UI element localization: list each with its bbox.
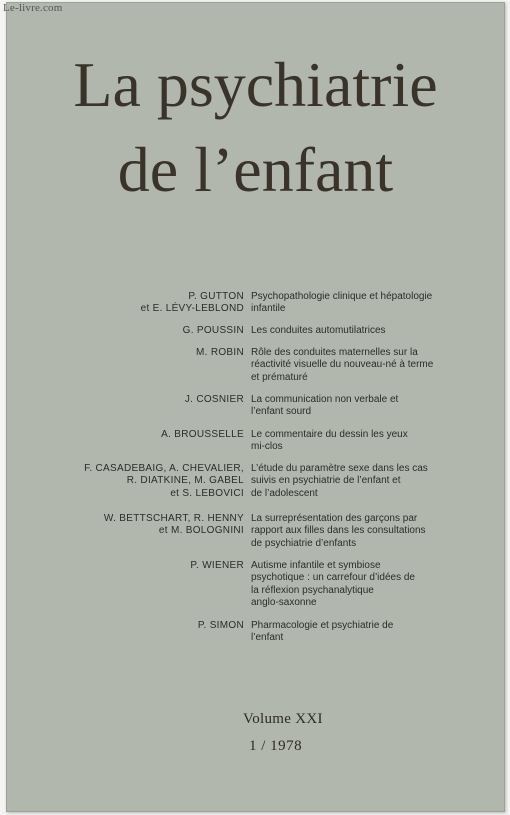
book-cover: [6, 2, 505, 812]
toc-authors: [24, 463, 244, 500]
article-title-line: réactivité visuelle du nouveau-né à terme: [251, 359, 434, 371]
toc-article-title: [251, 429, 466, 454]
article-title-line: de psychiatrie d’enfants: [251, 537, 357, 549]
toc-authors: [24, 291, 244, 316]
article-title-line: La communication non verbale et: [251, 394, 399, 405]
author-line: R. DIATKINE, M. GABEL: [126, 475, 244, 487]
author-line: A. BROUSSELLE: [161, 429, 244, 440]
author-line: et S. LEBOVICI: [170, 487, 244, 499]
article-title-line: l’enfant sourd: [251, 406, 312, 418]
toc-article-title: [251, 513, 466, 550]
article-title-line: anglo-saxonne: [251, 596, 317, 608]
toc-article-title: [251, 394, 466, 419]
article-title-line: Psychopathologie clinique et hépatologie: [251, 291, 433, 302]
article-title-line: Pharmacologie et psychiatrie de: [251, 620, 394, 631]
author-line: et M. BOLOGNINI: [158, 525, 244, 537]
article-title-line: L’étude du paramètre sexe dans les cas: [251, 463, 428, 474]
toc-authors: [24, 513, 244, 538]
author-line: P. SIMON: [197, 620, 244, 631]
volume-number: Volume XXI: [243, 711, 323, 727]
article-title-line: La surreprésentation des garçons par: [251, 513, 418, 524]
article-title-line: et prématuré: [251, 371, 308, 383]
author-line: J. COSNIER: [184, 394, 244, 405]
article-title-line: Les conduites automutilatrices: [251, 325, 386, 336]
article-title-line: Autisme infantile et symbiose: [251, 560, 381, 571]
watermark-text: Le-livre.com: [3, 2, 63, 14]
author-line: P. GUTTON: [188, 291, 244, 302]
toc-authors: [24, 560, 244, 572]
article-title-line: de l’adolescent: [251, 487, 318, 499]
author-line: W. BETTSCHART, R. HENNY: [103, 513, 244, 524]
article-title-line: la réflexion psychanalytique: [251, 584, 374, 596]
toc-authors: [24, 394, 244, 406]
toc-article-title: [251, 291, 466, 316]
author-line: M. ROBIN: [196, 347, 244, 358]
article-title-line: suivis en psychiatrie de l’enfant et: [251, 475, 401, 487]
article-title-line: infantile: [251, 303, 286, 315]
author-line: et E. LÉVY-LEBLOND: [140, 303, 244, 315]
toc-authors: [24, 620, 244, 632]
toc-authors: [24, 325, 244, 337]
toc-article-title: [251, 347, 466, 384]
article-title-line: Le commentaire du dessin les yeux: [251, 429, 408, 440]
author-line: P. WIENER: [190, 560, 244, 571]
cover-title-line1: La psychiatrie: [73, 49, 438, 120]
issue-number: 1 / 1978: [249, 738, 303, 754]
article-title-line: Rôle des conduites maternelles sur la: [251, 347, 418, 358]
toc-article-title: [251, 325, 466, 337]
article-title-line: psychotique : un carrefour d’idées de: [251, 572, 415, 584]
author-line: G. POUSSIN: [182, 325, 244, 336]
toc-authors: [24, 347, 244, 359]
toc-article-title: [251, 620, 466, 645]
cover-title-line2: de l’enfant: [117, 134, 394, 205]
author-line: F. CASADEBAIG, A. CHEVALIER,: [84, 463, 244, 474]
toc-article-title: [251, 463, 466, 500]
article-title-line: rapport aux filles dans les consultations: [251, 525, 426, 537]
article-title-line: mi-clos: [251, 441, 283, 453]
toc-authors: [24, 429, 244, 441]
article-title-line: l’enfant: [251, 632, 284, 644]
toc-article-title: [251, 560, 466, 609]
